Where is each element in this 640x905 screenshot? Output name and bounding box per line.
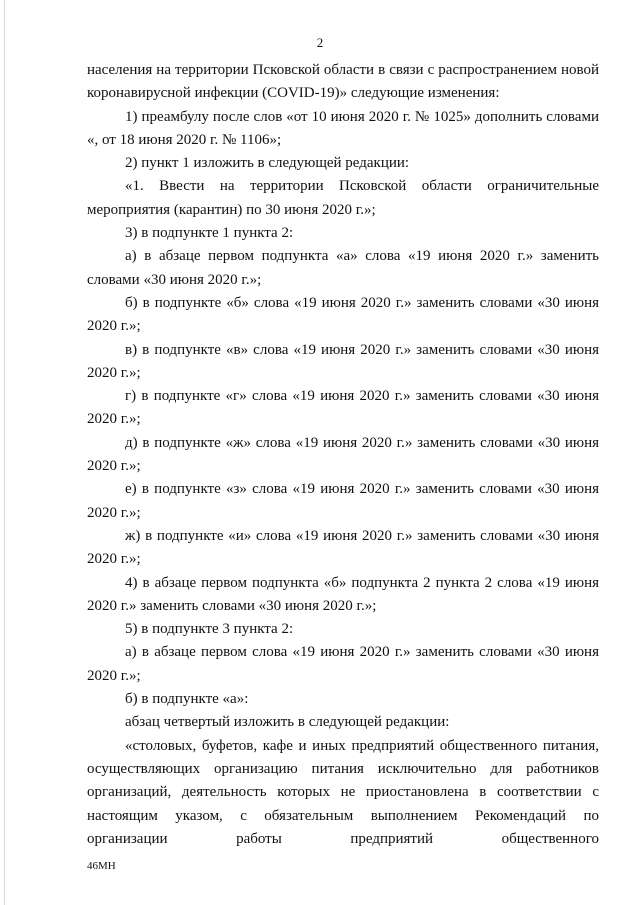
paragraph-16: абзац четвертый изложить в следующей редакции: xyxy=(125,714,450,731)
page-number: 2 xyxy=(316,35,324,50)
paragraph-13: 5) в подпункте 3 пункта 2: xyxy=(125,621,294,638)
paragraph-0: населения на территории Псковской области в связи с распространением новой коронавирусной инфекции (COVID-19)» следующие изменения: xyxy=(87,62,599,102)
paragraph-3: «1. Ввести на территории Псковской области ограничительные мероприятия (карантин) по 30 июня 2020 г.»; xyxy=(87,178,599,218)
paragraph-15: б) в подпункте «а»: xyxy=(125,691,249,708)
paragraph-14: а) в абзаце первом слова «19 июня 2020 г.» заменить словами «30 июня 2020 г.»; xyxy=(87,644,599,684)
paragraph-7: в) в подпункте «в» слова «19 июня 2020 г.» заменить словами «30 июня 2020 г.»; xyxy=(87,341,599,381)
document-body xyxy=(87,59,599,851)
paragraph-9: д) в подпункте «ж» слова «19 июня 2020 г.» заменить словами «30 июня 2020 г.»; xyxy=(87,434,599,475)
paragraph-11: ж) в подпункте «и» слова «19 июня 2020 г.» заменить словами «30 июня 2020 г.»; xyxy=(87,527,599,568)
paragraph-8: г) в подпункте «г» слова «19 июня 2020 г.» заменить словами «30 июня 2020 г.»; xyxy=(87,388,599,428)
paragraph-17: «столовых, буфетов, кафе и иных предприятий общественного питания, осуществляющих организацию питания исключительно для работников организаций, деятельность которых не приостановлена в соответствии с настоящим указом, с обязательным выполнением Рекомендаций по организации работы предприятий общественного xyxy=(87,737,599,847)
paragraph-6: б) в подпункте «б» слова «19 июня 2020 г.» заменить словами «30 июня 2020 г.»; xyxy=(87,294,599,335)
paragraph-12: 4) в абзаце первом подпункта «б» подпункта 2 пункта 2 слова «19 июня 2020 г.» заменить словами «30 июня 2020 г.»; xyxy=(87,574,599,614)
paragraph-4: 3) в подпункте 1 пункта 2: xyxy=(125,225,294,242)
paragraph-1: 1) преамбулу после слов «от 10 июня 2020 г. № 1025» дополнить словами «, от 18 июня 2020 г. № 1106»; xyxy=(87,108,599,148)
page-edge-line xyxy=(4,0,5,905)
paragraph-2: 2) пункт 1 изложить в следующей редакции: xyxy=(125,155,410,172)
paragraph-5: а) в абзаце первом подпункта «а» слова «19 июня 2020 г.» заменить словами «30 июня 2020 г.»; xyxy=(87,248,599,288)
document-code: 46МН xyxy=(87,860,116,872)
paragraph-10: е) в подпункте «з» слова «19 июня 2020 г.» заменить словами «30 июня 2020 г.»; xyxy=(87,481,599,521)
